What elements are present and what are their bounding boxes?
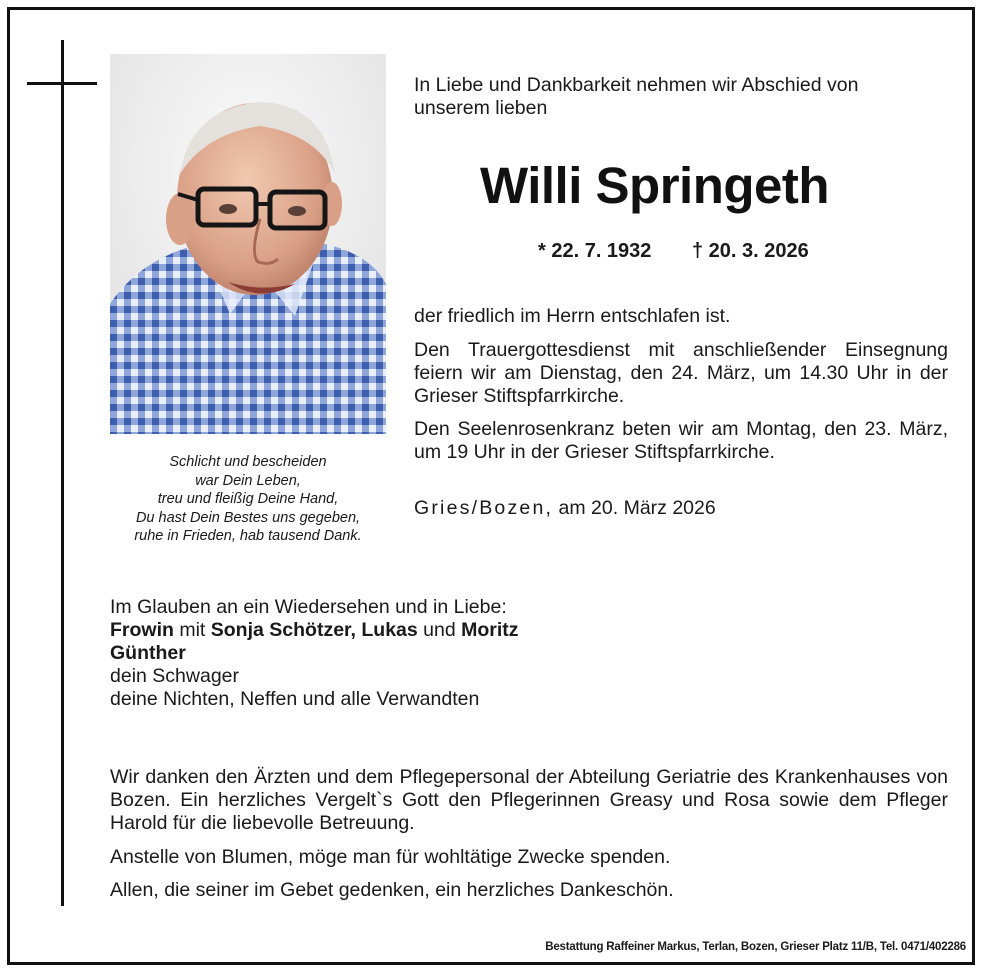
- place-name: Gries/Bozen,: [414, 497, 554, 519]
- connector: und: [417, 619, 462, 641]
- passing-text: der friedlich im Herrn entschlafen ist.: [414, 305, 731, 327]
- connector: mit: [173, 619, 211, 641]
- mourners-intro: Im Glauben an ein Wiedersehen und in Liebe:: [110, 596, 507, 618]
- intro-line-2: unserem lieben: [414, 97, 548, 119]
- mourner-name: Sonja Schötzer, Lukas: [210, 619, 418, 641]
- cross-icon: [61, 40, 64, 906]
- place-date: [414, 497, 716, 520]
- intro-line-1: In Liebe und Dankbarkeit nehmen wir Abschied von: [414, 74, 859, 96]
- notice-date: am 20. März 2026: [553, 497, 716, 519]
- poem-line: Du hast Dein Bestes uns gegeben,: [135, 509, 361, 526]
- donation-note: Anstelle von Blumen, möge man für wohltätige Zwecke spenden.: [110, 846, 671, 868]
- mourners-line: [110, 619, 519, 642]
- cross-bar: [27, 82, 97, 85]
- funeral-service-text: Den Trauergottesdienst mit anschließender Einsegnung feiern wir am Dienstag, den 24. März, um 14.30 Uhr in der Grieser Stiftspfarrkirche.: [414, 339, 948, 407]
- mourner-name: Moritz: [461, 619, 519, 641]
- portrait-photo: [110, 54, 386, 434]
- mourners-line: dein Schwager: [110, 665, 239, 687]
- poem-line: war Dein Leben,: [195, 472, 301, 489]
- intro-text: [414, 74, 858, 120]
- poem-line: ruhe in Frieden, hab tausend Dank.: [134, 528, 362, 544]
- memorial-poem: [110, 453, 386, 546]
- funeral-home-footer: Bestattung Raffeiner Markus, Terlan, Bozen, Grieser Platz 11/B, Tel. 0471/402286: [545, 941, 966, 953]
- mourner-name: Günther: [110, 642, 186, 664]
- poem-line: treu und fleißig Deine Hand,: [157, 491, 339, 507]
- mourners-list: [110, 596, 519, 711]
- closing-thanks: Allen, die seiner im Gebet gedenken, ein herzliches Dankeschön.: [110, 879, 674, 901]
- birth-date: * 22. 7. 1932: [538, 240, 652, 262]
- mourner-name: Frowin: [110, 619, 174, 641]
- deceased-name: Willi Springeth: [480, 157, 830, 214]
- thanks-paragraph: Wir danken den Ärzten und dem Pflegepersonal der Abteilung Geriatrie des Krankenhauses von Bozen. Ein herzliches Vergelt`s Gott den Pflegerinnen Greasy und Rosa sowie dem Pfleger Harold für die liebevolle Betreuung.: [110, 766, 948, 834]
- death-date: † 20. 3. 2026: [692, 240, 809, 262]
- poem-line: Schlicht und bescheiden: [169, 454, 327, 470]
- rosary-text: Den Seelenrosenkranz beten wir am Montag, den 23. März, um 19 Uhr in der Grieser Stiftspfarrkirche.: [414, 418, 948, 463]
- mourners-line: deine Nichten, Neffen und alle Verwandten: [110, 688, 480, 710]
